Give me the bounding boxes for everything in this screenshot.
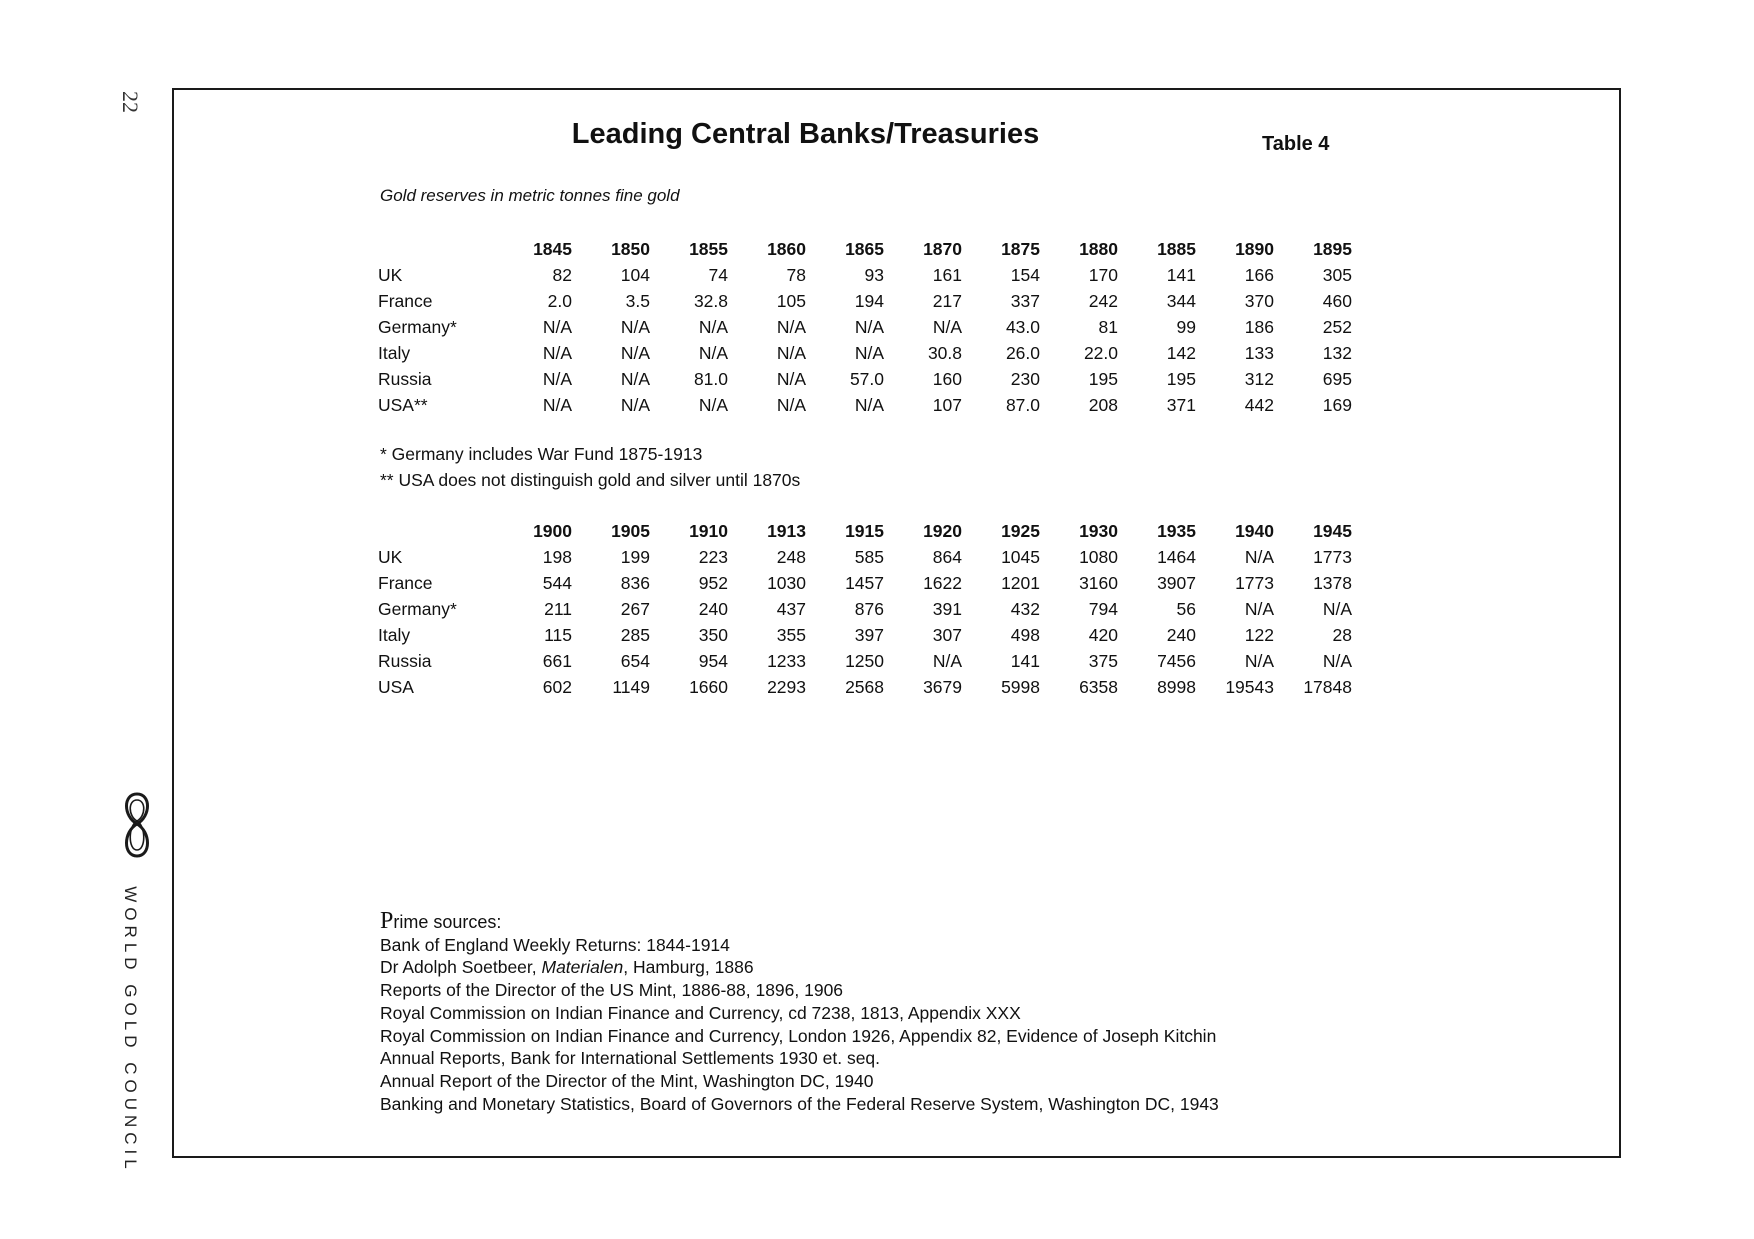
page-number: 22 [118,91,143,113]
value-cell: 230 [1010,369,1040,389]
year-header: 1915 [845,521,884,541]
table-subtitle: Gold reserves in metric tonnes fine gold [380,186,680,205]
value-cell: N/A [620,343,650,363]
value-cell: 654 [620,651,650,671]
country-label: USA [378,677,414,697]
value-cell: N/A [776,369,806,389]
country-label: UK [378,547,403,567]
value-cell: 876 [854,599,884,619]
gold-reserves-table-1900-1945 [378,518,1352,700]
country-label: Italy [378,625,411,645]
value-cell: 242 [1088,291,1118,311]
value-cell: 1080 [1079,547,1118,567]
value-cell: N/A [776,343,806,363]
corner-cell [378,236,494,262]
value-cell: 3.5 [625,291,650,311]
source-text: Materialen [541,957,624,978]
value-cell: 248 [776,547,806,567]
table-row [378,544,1352,570]
value-cell: 544 [542,573,572,593]
value-cell: N/A [620,395,650,415]
value-cell: N/A [932,317,962,337]
year-header: 1935 [1157,521,1196,541]
value-cell: 420 [1088,625,1118,645]
value-cell: 1045 [1001,547,1040,567]
year-header: 1910 [689,521,728,541]
value-cell: 78 [786,265,806,285]
year-header: 1913 [767,521,806,541]
table-row [378,570,1352,596]
value-cell: 498 [1010,625,1040,645]
source-text: Dr Adolph Soetbeer, [380,957,542,978]
source-text: Royal Commission on Indian Finance and Currency, cd 7238, 1813, Appendix XXX [380,1002,1021,1023]
gold-reserves-table-1845-1895 [378,236,1352,418]
year-header: 1885 [1157,239,1196,259]
value-cell: 1233 [767,651,806,671]
value-cell: 1773 [1235,573,1274,593]
value-cell: 3160 [1079,573,1118,593]
year-header: 1930 [1079,521,1118,541]
value-cell: N/A [542,395,572,415]
value-cell: 371 [1166,395,1196,415]
value-cell: 375 [1088,651,1118,671]
value-cell: 1201 [1001,573,1040,593]
value-cell: N/A [698,317,728,337]
source-text: Annual Reports, Bank for International Settlements 1930 et. seq. [380,1048,881,1069]
source-text: Bank of England Weekly Returns: 1844-1914 [380,934,730,955]
year-header: 1925 [1001,521,1040,541]
value-cell: 1250 [845,651,884,671]
year-header: 1940 [1235,521,1274,541]
value-cell: N/A [542,343,572,363]
value-cell: 30.8 [927,343,962,363]
value-cell: 602 [542,677,572,697]
value-cell: N/A [1244,599,1274,619]
value-cell: 199 [620,547,650,567]
sources-heading-initial: P [380,908,394,934]
value-cell: 6358 [1079,677,1118,697]
value-cell: 344 [1166,291,1196,311]
year-header: 1905 [611,521,650,541]
side-margin [0,0,170,1239]
value-cell: 437 [776,599,806,619]
country-label: France [378,291,433,311]
table-row [378,648,1352,674]
year-header: 1895 [1313,239,1352,259]
value-cell: 794 [1088,599,1118,619]
value-cell: 56 [1176,599,1196,619]
value-cell: 217 [932,291,962,311]
value-cell: 312 [1244,369,1274,389]
value-cell: 211 [544,599,572,619]
year-header: 1880 [1079,239,1118,259]
table-label: Table 4 [1262,133,1330,155]
table-row [378,392,1352,418]
value-cell: N/A [776,317,806,337]
value-cell: N/A [854,317,884,337]
source-item [380,1047,1219,1070]
value-cell: 1149 [612,677,650,697]
value-cell: 1378 [1313,573,1352,593]
value-cell: 1030 [767,573,806,593]
value-cell: 160 [932,369,962,389]
value-cell: N/A [542,369,572,389]
sources-heading-rest: rime sources: [393,912,502,932]
source-item [380,979,1219,1002]
value-cell: 307 [932,625,962,645]
country-label: France [378,573,433,593]
value-cell: 3679 [923,677,962,697]
value-cell: 195 [1166,369,1196,389]
value-cell: 223 [698,547,728,567]
value-cell: 81.0 [693,369,728,389]
value-cell: 1457 [845,573,884,593]
value-cell: 355 [776,625,806,645]
value-cell: 81 [1098,317,1118,337]
value-cell: 836 [620,573,650,593]
value-cell: 2.0 [547,291,572,311]
value-cell: 107 [932,395,962,415]
value-cell: 442 [1244,395,1274,415]
value-cell: 43.0 [1005,317,1040,337]
country-label: Russia [378,369,432,389]
year-header: 1845 [533,239,572,259]
country-label: Germany* [378,599,457,619]
value-cell: N/A [776,395,806,415]
source-item [380,1025,1219,1048]
value-cell: 141 [1010,651,1040,671]
country-label: Russia [378,651,432,671]
value-cell: 74 [708,265,728,285]
value-cell: 105 [776,291,806,311]
value-cell: 198 [542,547,572,567]
value-cell: 240 [1166,625,1196,645]
value-cell: 460 [1322,291,1352,311]
country-label: USA** [378,395,428,415]
table-row [378,340,1352,366]
table-row [378,596,1352,622]
value-cell: 161 [932,265,962,285]
year-header: 1890 [1235,239,1274,259]
value-cell: 28 [1332,625,1352,645]
value-cell: 370 [1244,291,1274,311]
value-cell: N/A [1244,651,1274,671]
value-cell: 240 [698,599,728,619]
value-cell: N/A [698,395,728,415]
value-cell: N/A [620,369,650,389]
footnote-germany: * Germany includes War Fund 1875-1913 [380,444,703,464]
value-cell: 8998 [1157,677,1196,697]
source-text: Reports of the Director of the US Mint, 1886-88, 1896, 1906 [380,980,844,1001]
value-cell: 267 [620,599,650,619]
value-cell: 952 [698,573,728,593]
value-cell: 169 [1322,395,1352,415]
source-item [380,1093,1219,1116]
year-header: 1920 [923,521,962,541]
table-row [378,288,1352,314]
value-cell: 585 [854,547,884,567]
value-cell: 133 [1244,343,1274,363]
year-header: 1865 [845,239,884,259]
value-cell: 661 [542,651,572,671]
value-cell: 99 [1176,317,1196,337]
value-cell: 194 [854,291,884,311]
source-item [380,956,1219,979]
value-cell: 170 [1088,265,1118,285]
country-label: Italy [378,343,411,363]
source-item [380,1002,1219,1025]
table-row [378,674,1352,700]
country-label: Germany* [378,317,457,337]
table-row [378,366,1352,392]
footnote-usa: ** USA does not distinguish gold and silver until 1870s [380,470,801,490]
table-row [378,314,1352,340]
year-header: 1855 [689,239,728,259]
value-cell: 391 [932,599,962,619]
year-header: 1860 [767,239,806,259]
value-cell: 1773 [1313,547,1352,567]
brand-name: WORLD GOLD COUNCIL [121,886,140,1174]
value-cell: 2293 [767,677,806,697]
source-item [380,934,1219,957]
year-header: 1850 [611,239,650,259]
table-row [378,622,1352,648]
value-cell: N/A [620,317,650,337]
value-cell: 115 [544,625,572,645]
footnotes [380,441,800,493]
value-cell: 87.0 [1005,395,1040,415]
year-header: 1945 [1313,521,1352,541]
value-cell: 1660 [689,677,728,697]
value-cell: 17848 [1303,677,1352,697]
header-row [378,236,1352,262]
value-cell: 285 [620,625,650,645]
value-cell: 2568 [845,677,884,697]
value-cell: 122 [1244,625,1274,645]
value-cell: 141 [1166,265,1196,285]
value-cell: 208 [1088,395,1118,415]
value-cell: N/A [698,343,728,363]
value-cell: 132 [1322,343,1352,363]
value-cell: 350 [698,625,728,645]
year-header: 1875 [1001,239,1040,259]
value-cell: 142 [1166,343,1196,363]
value-cell: 252 [1322,317,1352,337]
value-cell: N/A [1322,599,1352,619]
value-cell: 26.0 [1005,343,1040,363]
value-cell: 3907 [1157,573,1196,593]
value-cell: 7456 [1157,651,1196,671]
corner-cell [378,518,494,544]
value-cell: 337 [1010,291,1040,311]
value-cell: 954 [698,651,728,671]
table-row [378,262,1352,288]
value-cell: N/A [854,395,884,415]
world-gold-council-logo-icon [117,790,157,860]
source-text: Annual Report of the Director of the Mint, Washington DC, 1940 [380,1070,874,1091]
value-cell: 432 [1010,599,1040,619]
value-cell: 32.8 [693,291,728,311]
value-cell: 864 [932,547,962,567]
year-header: 1900 [533,521,572,541]
value-cell: 22.0 [1083,343,1118,363]
country-label: UK [378,265,403,285]
value-cell: N/A [1322,651,1352,671]
value-cell: 19543 [1225,677,1274,697]
page-title: Leading Central Banks/Treasuries [571,118,1040,150]
prime-sources [380,910,1219,1115]
year-header: 1870 [923,239,962,259]
header-row [378,518,1352,544]
sources-heading [380,910,1219,934]
value-cell: 186 [1244,317,1274,337]
value-cell: 82 [552,265,572,285]
value-cell: 195 [1088,369,1118,389]
value-cell: 305 [1322,265,1352,285]
value-cell: 5998 [1001,677,1040,697]
value-cell: 104 [620,265,650,285]
source-item [380,1070,1219,1093]
value-cell: N/A [1244,547,1274,567]
value-cell: 57.0 [849,369,884,389]
source-text: Banking and Monetary Statistics, Board of Governors of the Federal Reserve System, Washington DC, 1943 [380,1093,1219,1114]
source-text: , Hamburg, 1886 [623,957,754,978]
value-cell: N/A [854,343,884,363]
value-cell: 1622 [923,573,962,593]
value-cell: 166 [1244,265,1274,285]
value-cell: 1464 [1157,547,1196,567]
value-cell: 695 [1322,369,1352,389]
value-cell: 397 [854,625,884,645]
value-cell: 93 [864,265,884,285]
value-cell: N/A [542,317,572,337]
source-text: Royal Commission on Indian Finance and Currency, London 1926, Appendix 82, Evidence of Joseph Kitchin [380,1025,1217,1046]
value-cell: 154 [1010,265,1040,285]
value-cell: N/A [932,651,962,671]
